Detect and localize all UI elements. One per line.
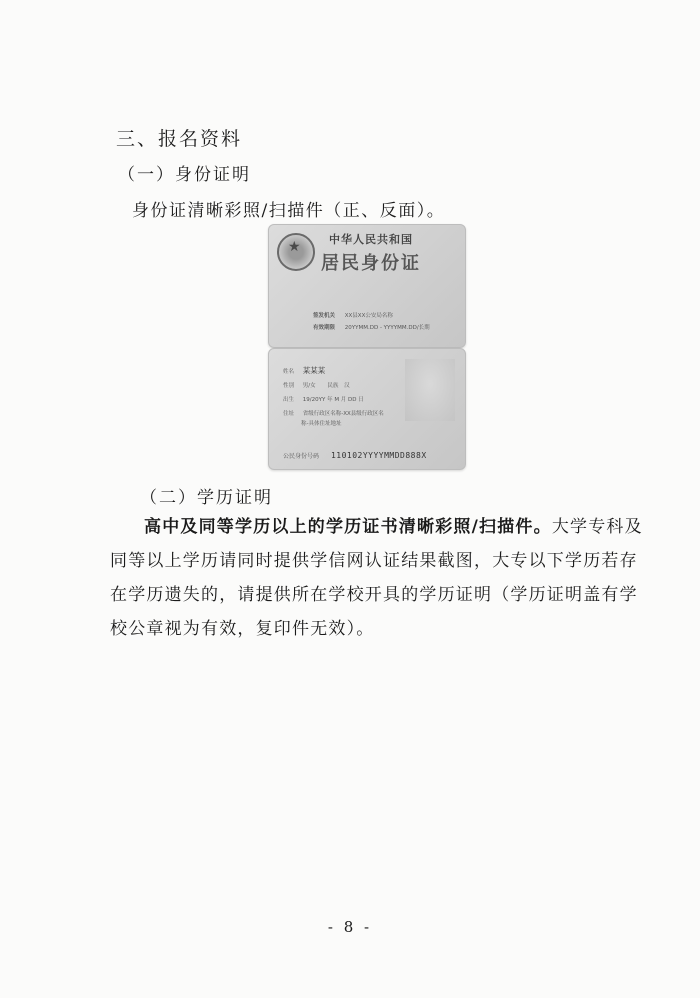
id-number-value: 110102YYYYMMDD888X (330, 451, 427, 460)
education-bold-text: 高中及同等学历以上的学历证书清晰彩照/扫描件。 (144, 517, 552, 537)
gender-label: 性别 (283, 383, 295, 389)
validity-value: 20YYMM.DD - YYYYMM.DD/长期 (344, 325, 430, 331)
section-title: 三、报名资料 (116, 128, 243, 150)
birth-label: 出生 (283, 397, 295, 403)
authority-label: 签发机关 (313, 313, 336, 319)
card-title: 居民身份证 (321, 253, 421, 274)
page-number: - 8 - (327, 918, 373, 936)
address-value-line2: 称-具体住址地址 (301, 421, 342, 427)
birth-value: 19/20YY 年 M 月 DD 日 (302, 397, 364, 403)
ethnicity-label: 民族 (327, 383, 339, 389)
name-value: 某某某 (302, 366, 326, 375)
card-address-row (283, 409, 384, 417)
identity-instruction: 身份证清晰彩照/扫描件（正、反面）。 (132, 201, 446, 221)
education-body-text: 大学专科及同等以上学历请同时提供学信网认证结果截图，大专以下学历若存在学历遗失的，请提供所在学校开具的学历证明（学历证明盖有学校公章视为有效，复印件无效）。 (110, 517, 643, 639)
name-label: 姓名 (283, 369, 295, 375)
id-card-front-image (268, 224, 466, 348)
education-paragraph (110, 510, 645, 646)
education-heading: （二）学历证明 (140, 488, 273, 508)
card-authority-row (313, 311, 393, 319)
card-validity-row (313, 323, 430, 331)
card-name-row (283, 365, 325, 376)
authority-value: XX县XX公安局名称 (344, 313, 393, 319)
national-emblem-icon: ★ (277, 233, 315, 271)
validity-label: 有效期限 (313, 325, 336, 331)
card-birth-row (283, 395, 364, 403)
id-card-back-image (268, 348, 466, 470)
address-label: 住址 (283, 411, 295, 417)
card-id-number-row (283, 451, 427, 460)
card-country-name: 中华人民共和国 (329, 233, 413, 246)
portrait-photo (405, 359, 455, 421)
id-number-label: 公民身份号码 (283, 453, 320, 460)
address-value-line1: 省级行政区名称-XX县级行政区名 (302, 411, 384, 417)
identity-heading: （一）身份证明 (118, 165, 251, 185)
card-gender-row (283, 381, 350, 389)
card-address-row-2 (301, 419, 342, 427)
gender-value: 男/女 (302, 383, 316, 389)
ethnicity-value: 汉 (344, 383, 350, 389)
